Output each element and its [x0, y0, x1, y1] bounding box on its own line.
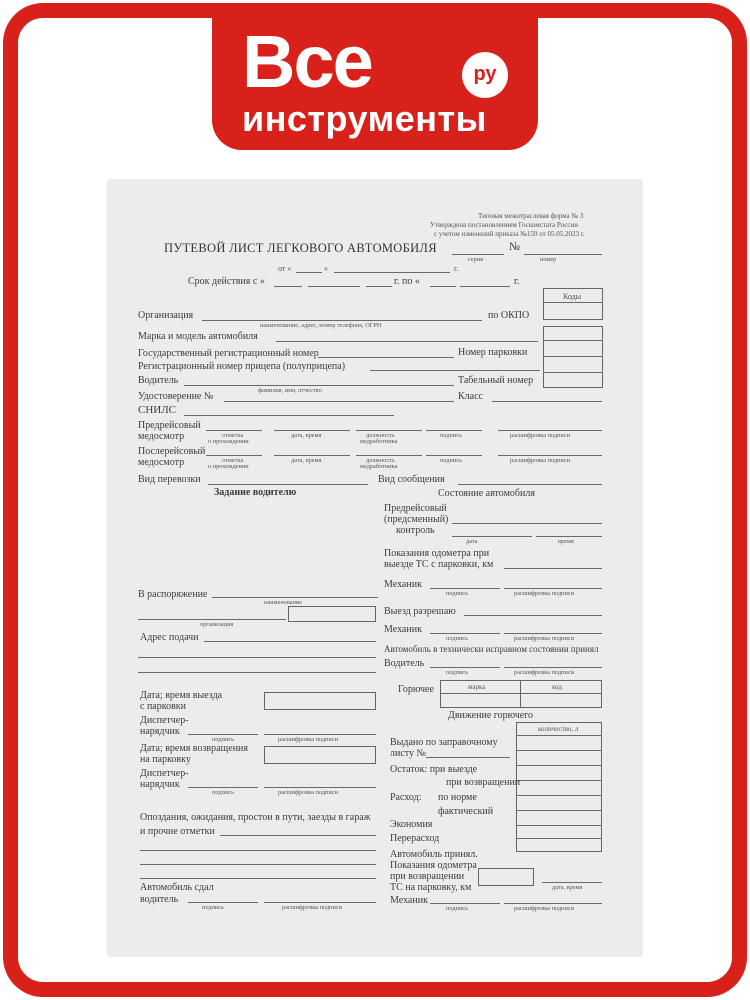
- fuel-table: [440, 680, 602, 708]
- number-sign: №: [509, 241, 521, 253]
- codes-column: [543, 326, 603, 388]
- validity-label: Срок действия с «: [188, 276, 265, 287]
- form-title: ПУТЕВОЙ ЛИСТ ЛЕГКОВОГО АВТОМОБИЛЯ: [164, 241, 437, 255]
- number-hint: номер: [540, 256, 557, 263]
- logo-ru-badge: ру: [462, 52, 508, 98]
- brand-logo: [212, 10, 538, 150]
- form-approval: Утверждена постановлением Госкомстата России: [430, 221, 578, 229]
- form-changes: с учетом изменений приказа №159 от 05.05.2023 г.: [434, 230, 585, 238]
- state-title: Состояние автомобиля: [438, 488, 535, 499]
- task-title: Задание водителю: [214, 487, 297, 498]
- org-label: Организация: [138, 310, 194, 321]
- series-hint: серия: [468, 256, 484, 263]
- codes-label: Коды: [563, 292, 582, 301]
- date-from: от «: [278, 264, 292, 273]
- fuel-movement-table: [516, 722, 602, 852]
- form-type: Типовая межотраслевая форма № 3: [478, 212, 584, 220]
- logo-sub-text: инструменты: [242, 98, 487, 139]
- waybill-form: Типовая межотраслевая форма № 3 Утверждена постановлением Госкомстата России с учетом изменений приказа №159 от 05.05.2023 г. ПУТЕВОЙ ЛИСТ ЛЕГКОВОГО АВТОМОБИЛЯ № серия номер от « » г. Срок действия с « г. по « г. Коды Организация наименование, адрес, номер телефона, ОГРН по ОКПО Марка и модель автомобиля Государственный регистрационный номер Номер парковки Регистрационный номер прицепа (полуприцепа) Водитель фамилия, имя, отчество Табельный номер Удостоверение № Класс СНИЛС Предрейсовый медосмотр отметка о прохождении дата, время должность медработника подпись расшифровка подписи Послерейсовый медосмотр отметка о прохождении дата, время должность медработника подпись расшифровка подписи Вид перевозки Вид сообщения Задание водителю В распоряжение наименование организация Адрес подачи Дата; время выезда с парковки Диспетчер- нарядчик подпись расшифровка подписи Дата; время возвращения на парковку Диспетчер- нарядчик подпись расшифровка подписи Опоздания, ожидания, простои в пути, заезды в гараж и прочие отметки Автомобиль сдал водитель подпись расшифровка подписи Состояние автомобиля Предрейсовый (предсменный) контроль дата время Показания одометра при выезде ТС с парковки, км Механик подпись расшифровка подписи Выезд разрешаю Механик подпись расшифровка подписи Автомобиль в технически исправном состоянии принял Водитель подпись расшифровка подписи Горючее марка код Движение горючего количество, л Выдано по заправочному листу № Остаток: при выезде при возвращении Расход: по норме фактический Экономия Перерасход Автомобиль принял. Показания одометра при возвращении ТС на парковку, км дата, время Механик подпись расшифровка подписи: [108, 180, 642, 956]
- logo-main-text: Все: [242, 20, 372, 103]
